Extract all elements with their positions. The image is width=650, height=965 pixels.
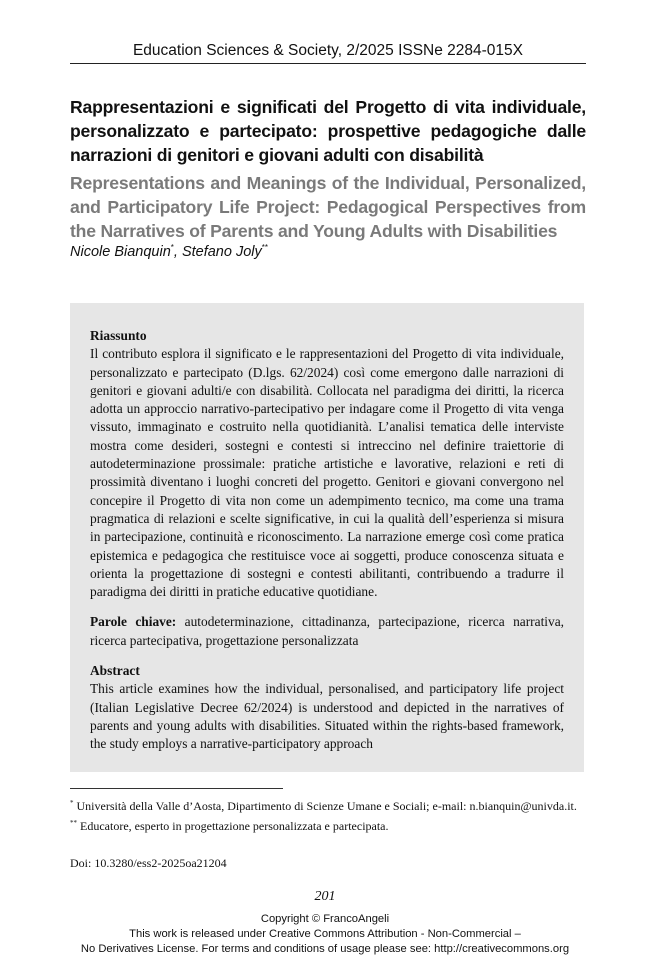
footnote-text: Educatore, esperto in progettazione personalizzata e partecipata. <box>77 818 389 833</box>
header-rule <box>70 63 586 64</box>
footnote-mark: * <box>70 799 74 807</box>
page-number: 201 <box>314 889 336 904</box>
english-title: Representations and Meanings of the Individual, Personalized, and Participatory Life Project: Pedagogical Perspectives from the Narratives of Parents and Young Adults with Disabilities <box>70 173 586 241</box>
author-footnote-mark: ** <box>261 243 268 252</box>
author-footnote-mark: * <box>170 243 174 252</box>
author-name: Stefano Joly <box>181 243 262 260</box>
abstract-text: This article examines how the individual, personalised, and participatory life project (Italian Legislative Decree 62/2024) is understood and depicted in the narratives of parents and young adults with disabilities. Situated within the rights-based framework, the study employs a narrative-participatory approach <box>90 681 564 752</box>
author-separator: , <box>173 243 182 260</box>
keywords-paragraph <box>90 613 564 650</box>
author-line <box>70 243 586 260</box>
italian-title: Rappresentazioni e significati del Progetto di vita individuale, personalizzato e partecipato: prospettive pedagogiche dalle narrazioni di genitori e giovani adulti con disabilità <box>70 97 586 165</box>
footnotes <box>70 795 586 834</box>
abstract-box <box>70 303 584 772</box>
riassunto-text: Il contributo esplora il significato e le rappresentazioni del Progetto di vita individuale, personalizzato e partecipato (D.lgs. 62/2024) così come emergono dalle narrazioni di genitori e giovani adulti/e con disabilità. Collocata nel paradigma dei diritti, la ricerca adotta un approccio narrativo-partecipativo per indagare come il Progetto di vita venga vissuto, immaginato e costruito nella quotidianità. L’analisi tematica delle interviste mostra come desideri, sostegni e contesti si intreccino nel definire traiettorie di autodeterminazione prossimale: pratiche artistiche e lavorative, relazioni e reti di prossimità diventano i luoghi concreti del progetto. Genitori e giovani convergono nel concepire il Progetto di vita non come un adempimento tecnico, ma come una trama pragmatica di relazioni e scelte significative, in cui la qualità dell’esperienza si misura in partecipazione, continuità e riconoscimento. La narrazione emerge così come pratica epistemica e pedagogica che restituisce voce ai soggetti, produce conoscenza situata e orienta la progettazione di sostegni e contesti abilitanti, contribuendo a tradurre il paradigma dei diritti in pratiche educative quotidiane. <box>90 346 564 600</box>
footnote-mark: ** <box>70 818 77 827</box>
footnote-2 <box>70 815 586 835</box>
riassunto-heading: Riassunto <box>90 328 147 343</box>
abstract-content <box>90 327 564 754</box>
abstract-heading: Abstract <box>90 663 140 679</box>
footnote-rule <box>70 788 283 789</box>
spacer <box>90 601 564 613</box>
keywords-text: autodeterminazione, cittadinanza, partecipazione, ricerca narrativa, ricerca partecipativa, progettazione personalizzata <box>90 614 564 648</box>
spacer <box>90 650 564 662</box>
doi: Doi: 10.3280/ess2-2025oa21204 <box>70 856 227 870</box>
copyright-line: Copyright © FrancoAngeli <box>260 913 390 925</box>
running-head: Education Sciences & Society, 2/2025 ISSNe 2284-015X <box>132 42 524 59</box>
footnote-1 <box>70 795 586 815</box>
keywords-label: Parole chiave: <box>90 614 177 630</box>
license-line: No Derivatives License. For terms and conditions of usage please see: http://creativecommons.org <box>80 943 570 956</box>
license-notice <box>0 912 650 958</box>
author-name: Nicole Bianquin <box>70 243 171 260</box>
license-line: This work is released under Creative Commons Attribution - Non-Commercial – <box>129 928 521 941</box>
footnote-text: Università della Valle d’Aosta, Dipartimento di Scienze Umane e Sociali; e-mail: n.bianquin@univda.it. <box>73 799 577 813</box>
